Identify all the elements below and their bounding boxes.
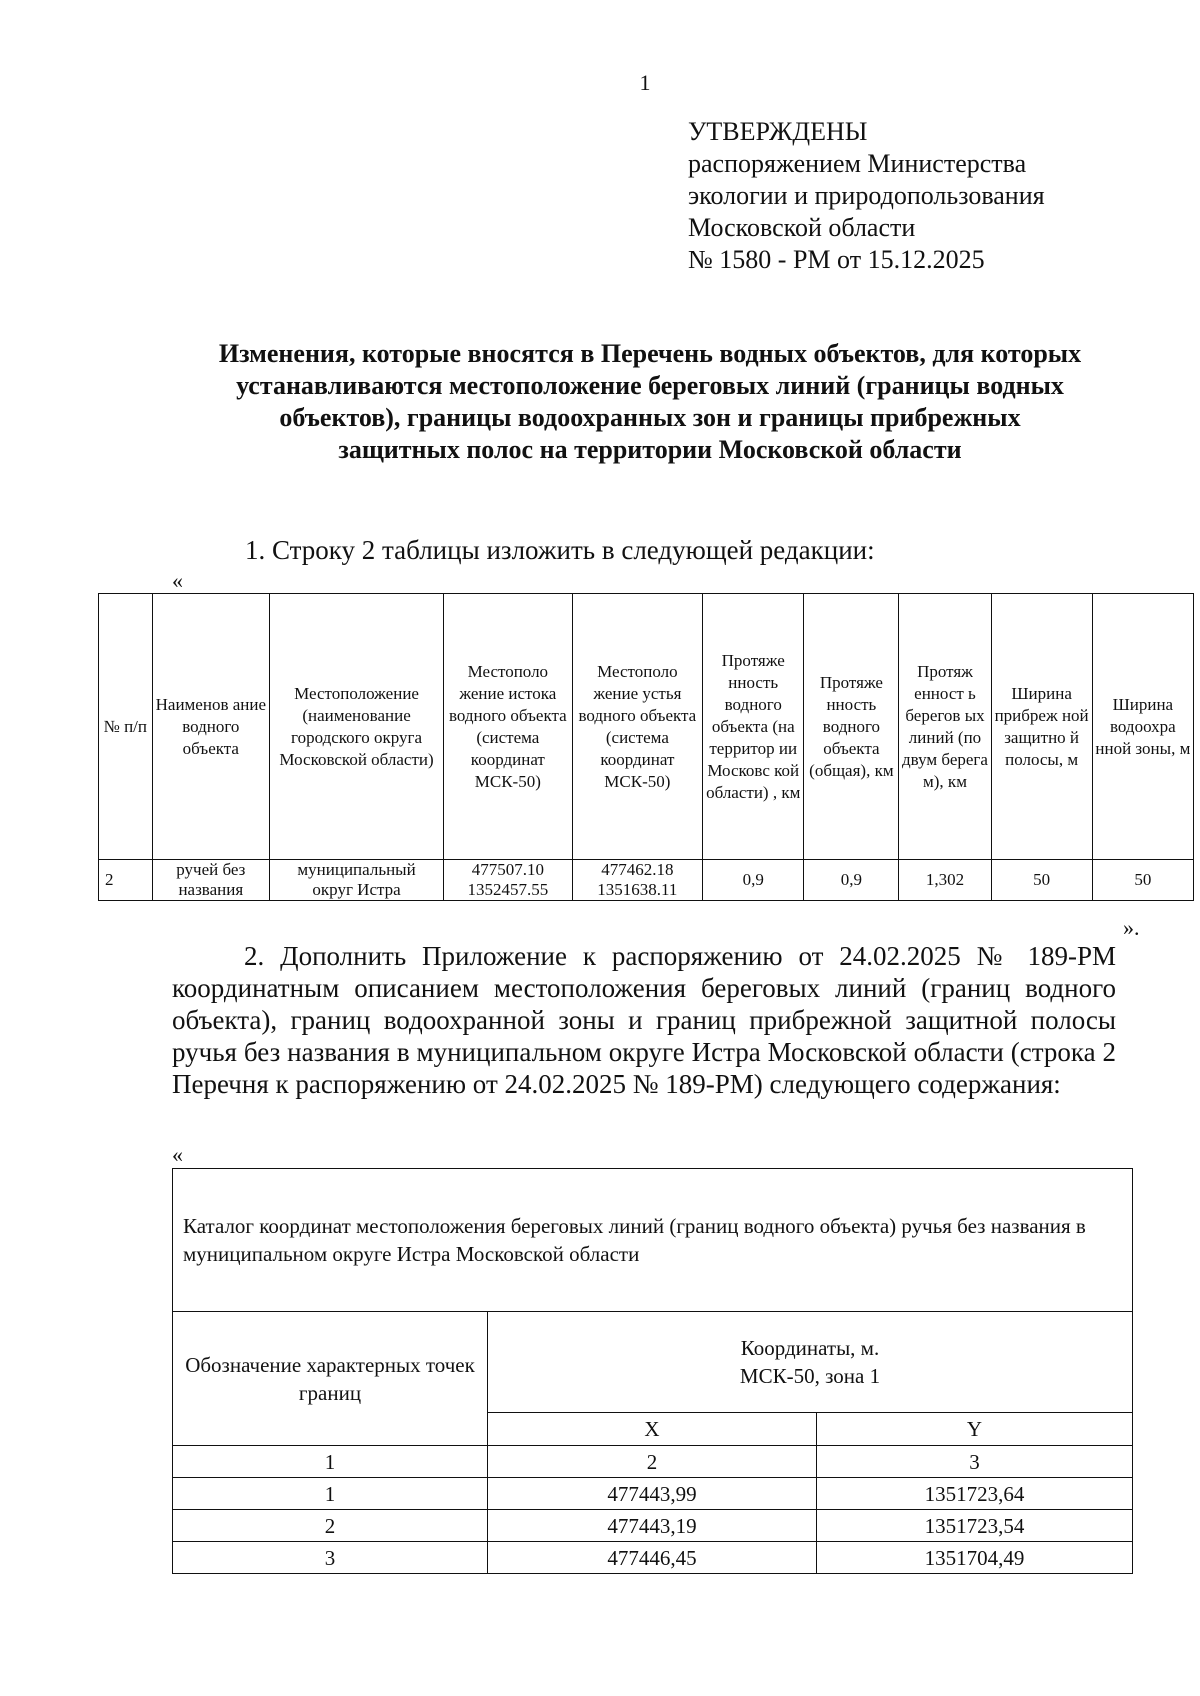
paragraph-2-text: 2. Дополнить Приложение к распоряжению от 24.02.2025 № 189-РМ координатным описанием местоположения береговых линий (границ водного объекта), границ водоохранной зоны и границ прибрежной защитной полосы ручья без названия в муниципальном округе Истра Московской области (строка 2 Перечня к распоряжению от 24.02.2025 № 189-РМ) следующего содержания: — [172, 941, 1116, 1099]
cell-line: 1352457.55 — [467, 880, 549, 899]
waterprotect-width: 50 — [1092, 860, 1193, 901]
shore-length: 1,302 — [899, 860, 991, 901]
header-cell: Ширина водоохра нной зоны, м — [1092, 594, 1193, 860]
table-row — [173, 1542, 1133, 1574]
cell-line: 477507.10 — [471, 860, 544, 879]
quote-open-mark: « — [172, 568, 183, 593]
catalog-caption: Каталог координат местоположения береговых линий (границ водного объекта) ручья без названия в муниципальном округе Истра Московской области — [173, 1169, 1133, 1312]
column-number: 2 — [488, 1446, 817, 1478]
row-number: 2 — [99, 860, 153, 901]
heading-line: Изменения, которые вносятся в Перечень водных объектов, для которых — [218, 339, 1082, 368]
header-cell: Местоположение (наименование городского округа Московской области) — [270, 594, 444, 860]
point-id: 1 — [173, 1478, 488, 1510]
heading-line: защитных полос на территории Московской области — [338, 435, 962, 464]
coordinates-catalog-table — [172, 1168, 1133, 1574]
protective-width: 50 — [991, 860, 1092, 901]
mouth-coords — [572, 860, 703, 901]
y-header: Y — [817, 1413, 1133, 1446]
paragraph-1: 1. Строку 2 таблицы изложить в следующей редакции: — [245, 535, 875, 565]
paragraph-2 — [172, 940, 1116, 1100]
water-objects-table — [98, 593, 1194, 901]
heading-line: объектов), границы водоохранных зон и границы прибрежных — [279, 403, 1021, 432]
quote-open-mark: « — [172, 1142, 183, 1167]
catalog-caption-row — [173, 1169, 1133, 1312]
approval-number-date: № 1580 - РМ от 15.12.2025 — [688, 245, 985, 274]
points-header: Обозначение характерных точек границ — [173, 1312, 488, 1446]
header-cell: Протяже нность водного объекта (на территор ии Московс кой области) , км — [703, 594, 804, 860]
quote-close-mark: ». — [1123, 915, 1140, 940]
cell-line: 477462.18 — [601, 860, 674, 879]
header-cell: Протяж енност ь берегов ых линий (по двум берега м), км — [899, 594, 991, 860]
table-row — [173, 1510, 1133, 1542]
approval-line: Московской области — [688, 213, 916, 242]
source-coords — [444, 860, 573, 901]
approval-line: экологии и природопользования — [688, 181, 1045, 210]
column-number: 3 — [817, 1446, 1133, 1478]
header-cell: № п/п — [99, 594, 153, 860]
document-heading — [150, 338, 1150, 466]
column-number: 1 — [173, 1446, 488, 1478]
cell-line: муниципальный — [297, 860, 416, 879]
approval-line: распоряжением Министерства — [688, 149, 1027, 178]
page-number: 1 — [639, 70, 651, 95]
approval-stamp — [688, 116, 1045, 276]
cell-line: названия — [178, 880, 244, 899]
x-header: X — [488, 1413, 817, 1446]
length-region: 0,9 — [703, 860, 804, 901]
cell-line: 1351638.11 — [597, 880, 678, 899]
header-cell: Местополо жение устья водного объекта (система координат МСК-50) — [572, 594, 703, 860]
object-location — [270, 860, 444, 901]
table-row — [99, 860, 1194, 901]
approval-title: УТВЕРЖДЕНЫ — [688, 117, 868, 146]
heading-line: устанавливаются местоположение береговых линий (границы водных — [236, 371, 1064, 400]
coords-header-line: Координаты, м. — [740, 1336, 880, 1360]
object-name — [152, 860, 269, 901]
point-id: 3 — [173, 1542, 488, 1574]
header-cell: Наименов ание водного объекта — [152, 594, 269, 860]
coords-header-line: МСК-50, зона 1 — [739, 1364, 881, 1388]
header-cell: Ширина прибреж ной защитно й полосы, м — [991, 594, 1092, 860]
point-id: 2 — [173, 1510, 488, 1542]
y-value: 1351704,49 — [817, 1542, 1133, 1574]
header-cell: Протяже нность водного объекта (общая), км — [804, 594, 899, 860]
coords-header — [488, 1312, 1133, 1413]
x-value: 477443,99 — [488, 1478, 817, 1510]
x-value: 477446,45 — [488, 1542, 817, 1574]
y-value: 1351723,54 — [817, 1510, 1133, 1542]
y-value: 1351723,64 — [817, 1478, 1133, 1510]
header-cell: Местополо жение истока водного объекта (система координат МСК-50) — [444, 594, 573, 860]
column-number-row — [173, 1446, 1133, 1478]
table-header-row — [99, 594, 1194, 860]
length-total: 0,9 — [804, 860, 899, 901]
cell-line: округ Истра — [312, 880, 401, 899]
x-value: 477443,19 — [488, 1510, 817, 1542]
table-row — [173, 1478, 1133, 1510]
catalog-header-row — [173, 1312, 1133, 1413]
cell-line: ручей без — [176, 860, 246, 879]
